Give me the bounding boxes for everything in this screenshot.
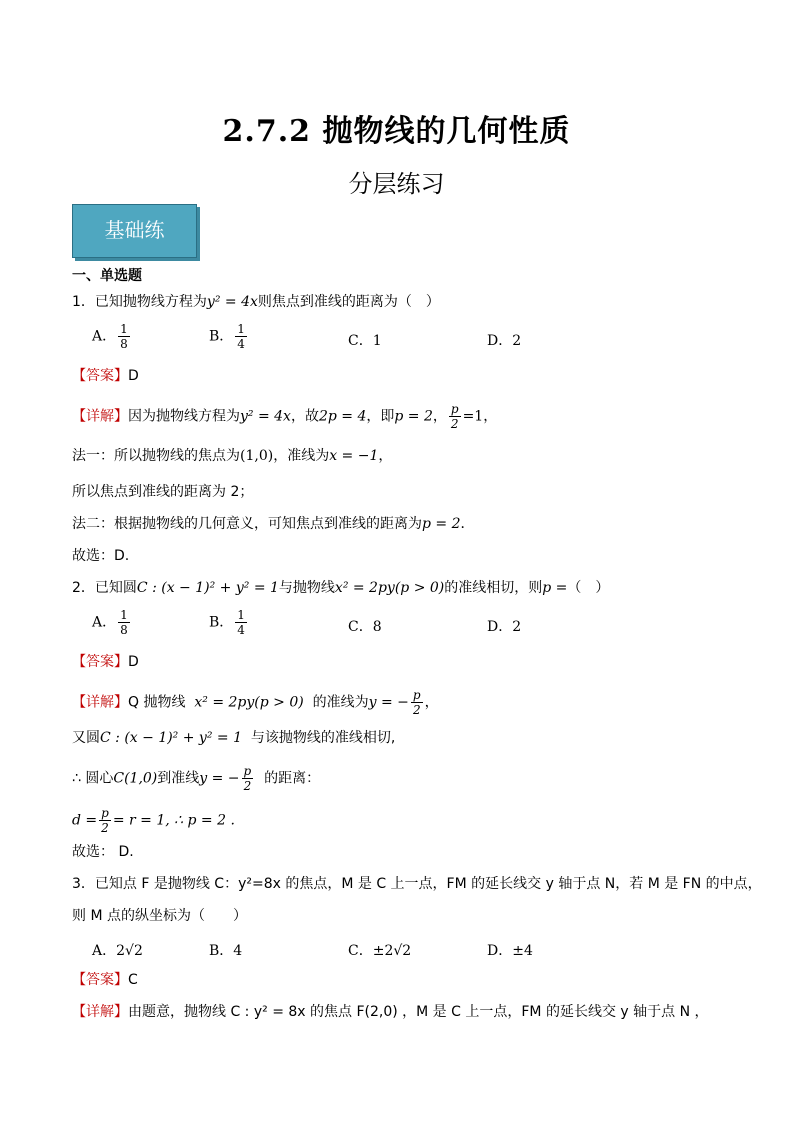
q2-option-a: [92, 608, 132, 637]
q1-option-d: [487, 330, 521, 350]
fraction-num: 1: [237, 608, 245, 622]
option-value: 2: [512, 333, 522, 349]
q1-detail-2: [72, 446, 392, 466]
q1-option-a: [92, 322, 132, 351]
detail-formula: C : (x − 1)² + y² = 1: [100, 730, 242, 746]
q3-option-c: [348, 940, 411, 960]
option-fraction: [118, 322, 130, 351]
answer-tag: 【答案】: [72, 972, 128, 988]
option-value: ±4: [512, 943, 533, 959]
q1-detail-5: 故选：D.: [72, 548, 130, 564]
detail-formula: (1,0): [240, 448, 274, 464]
page-subtitle: 分层练习: [348, 170, 445, 198]
q1-stem-tail: 则焦点到准线的距离为（ ）: [257, 294, 440, 310]
section-box-basic: 基础练: [72, 204, 197, 258]
fraction-den: 4: [237, 623, 245, 637]
q2-answer: [72, 652, 139, 672]
q1-stem: [72, 292, 440, 312]
detail-formula: C(1,0): [113, 770, 158, 787]
q2-stem: [72, 578, 609, 598]
fraction-den: 2: [101, 821, 109, 835]
option-label: B．: [209, 328, 234, 345]
detail-text: Q 抛物线: [128, 694, 186, 711]
detail-fraction: [242, 764, 254, 793]
q3-stem-line-1: 3．已知点 F 是抛物线 C：y²=8x 的焦点，M 是 C 上一点，FM 的延长线交 y 轴于点 N，若 M 是 FN 的中点，: [72, 876, 762, 892]
q1-stem-formula: y² = 4x: [206, 294, 258, 310]
section-heading: 一、单选题: [72, 268, 142, 284]
q2-stem-text: 与抛物线: [278, 580, 335, 596]
q1-option-c: [348, 330, 382, 350]
detail-formula: = r = 1, ∴ p = 2 .: [112, 812, 235, 829]
detail-text: 因为抛物线方程为: [128, 408, 240, 425]
q1-detail-1: [72, 402, 497, 431]
detail-tag: 【详解】: [72, 408, 128, 425]
option-value: 4: [233, 943, 243, 959]
q3-stem-line-2: 则 M 点的纵坐标为（ ）: [72, 908, 247, 924]
detail-tag: 【详解】: [72, 1004, 128, 1020]
q2-detail-2: [72, 728, 395, 748]
q2-stem-formula: C : (x − 1)² + y² = 1: [136, 580, 279, 596]
detail-text: ，: [378, 448, 393, 464]
fraction-num: p: [450, 402, 459, 416]
option-value: 8: [372, 619, 382, 635]
q3-detail-1: [72, 1002, 709, 1022]
detail-text: 法一：所以抛物线的焦点为: [72, 448, 240, 464]
detail-fraction: [449, 402, 461, 431]
detail-formula: d =: [72, 812, 98, 829]
option-label: D．: [487, 943, 513, 959]
option-label: A．: [92, 614, 117, 631]
detail-formula: p = 2: [394, 408, 433, 425]
q2-stem-formula: p =: [542, 580, 568, 596]
q2-option-b: [209, 608, 249, 637]
option-fraction: [118, 608, 130, 637]
fraction-num: 1: [237, 322, 245, 336]
q1-option-b: [209, 322, 249, 351]
fraction-num: p: [412, 688, 421, 702]
q2-stem-text: 2．已知圆: [72, 580, 137, 596]
detail-fraction: [99, 806, 111, 835]
option-label: C．: [348, 333, 373, 349]
q1-detail-4: [72, 514, 475, 534]
detail-text: 法二：根据抛物线的几何意义，可知焦点到准线的距离为: [72, 516, 422, 532]
option-fraction: [235, 322, 247, 351]
option-value: 2√2: [116, 943, 143, 959]
option-label: D．: [487, 619, 513, 635]
fraction-den: 8: [120, 337, 128, 351]
q3-answer: [72, 970, 138, 990]
option-value: 2: [512, 619, 522, 635]
q1-detail-3: 所以焦点到准线的距离为 2；: [72, 484, 254, 500]
option-value: ±2√2: [372, 943, 412, 959]
detail-formula: 2p = 4: [318, 408, 367, 425]
detail-text: ，: [432, 408, 447, 425]
fraction-den: 2: [450, 417, 459, 431]
fraction-num: 1: [120, 608, 128, 622]
q3-option-a: [92, 940, 143, 960]
detail-text: ，: [424, 694, 439, 711]
fraction-den: 4: [237, 337, 245, 351]
q2-detail-1: [72, 688, 439, 717]
detail-text: 与该抛物线的准线相切,: [250, 730, 396, 746]
option-label: A．: [92, 328, 117, 345]
detail-fraction: [411, 688, 423, 717]
detail-text: 又圆: [72, 730, 100, 746]
option-label: A．: [92, 943, 117, 959]
answer-value: C: [128, 972, 138, 988]
fraction-den: 2: [243, 779, 252, 793]
detail-formula: y = −: [368, 694, 409, 711]
option-label: C．: [348, 619, 373, 635]
detail-text: 的距离：: [264, 770, 321, 787]
q2-stem-text: （ ）: [567, 580, 610, 596]
detail-text: 由题意，抛物线 C : y² = 8x 的焦点 F(2,0) ，M 是 C 上一点，FM 的延长线交 y 轴于点 N ，: [128, 1004, 709, 1020]
q1-answer: [72, 366, 139, 386]
fraction-den: 8: [120, 623, 128, 637]
fraction-num: p: [243, 764, 252, 778]
option-fraction: [235, 608, 247, 637]
answer-tag: 【答案】: [72, 654, 128, 670]
detail-text: 到准线: [157, 770, 200, 787]
detail-formula: x = −1: [329, 448, 379, 464]
detail-text: ．: [460, 516, 475, 532]
q2-option-d: [487, 616, 521, 636]
fraction-num: 1: [120, 322, 128, 336]
answer-value: D: [128, 654, 139, 670]
q2-stem-text: 的准线相切，则: [444, 580, 543, 596]
q2-detail-4: [72, 806, 235, 835]
q3-option-d: [487, 940, 533, 960]
fraction-num: p: [101, 806, 109, 820]
option-value: 1: [372, 333, 382, 349]
page-title: 2.7.2 抛物线的几何性质: [222, 114, 571, 149]
detail-formula: y² = 4x: [240, 408, 291, 425]
q3-option-b: [209, 940, 242, 960]
detail-text: ∴ 圆心: [72, 770, 114, 787]
fraction-den: 2: [412, 703, 421, 717]
q2-stem-formula: x² = 2py(p > 0): [334, 580, 445, 596]
q2-detail-3: [72, 764, 320, 793]
q2-detail-5: 故选： D.: [72, 844, 134, 860]
q2-option-c: [348, 616, 382, 636]
answer-tag: 【答案】: [72, 368, 128, 384]
detail-tag: 【详解】: [72, 694, 128, 711]
answer-value: D: [128, 368, 139, 384]
detail-text: 的准线为: [312, 694, 369, 711]
option-label: B．: [209, 614, 234, 631]
detail-formula: p = 2: [422, 516, 461, 532]
option-label: C．: [348, 943, 373, 959]
option-label: D．: [487, 333, 513, 349]
detail-text: ，即: [366, 408, 395, 425]
detail-text: ，准线为: [273, 448, 330, 464]
option-label: B．: [209, 943, 234, 959]
detail-text: =1，: [462, 408, 498, 425]
q1-stem-text: 1．已知抛物线方程为: [72, 294, 207, 310]
detail-formula: x² = 2py(p > 0): [194, 694, 304, 711]
detail-formula: y = −: [199, 770, 240, 787]
detail-text: ，故: [290, 408, 319, 425]
